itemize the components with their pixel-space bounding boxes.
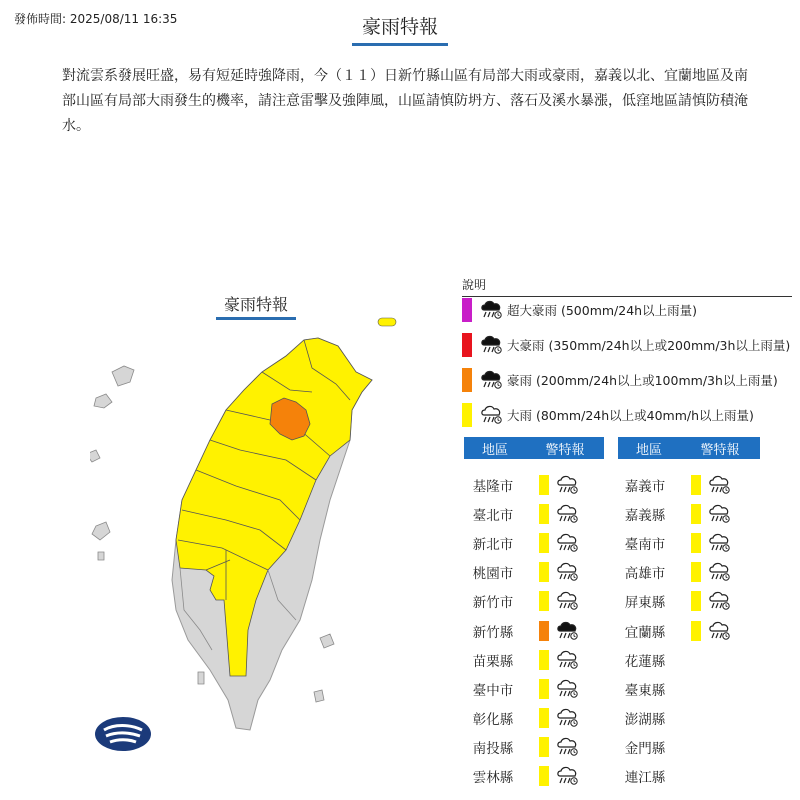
legend-item [462, 298, 697, 322]
legend-color-swatch [462, 368, 472, 392]
warning-color-swatch [539, 766, 549, 786]
table-header-right [618, 437, 760, 459]
region-name: 臺東縣 [624, 682, 666, 699]
region-row [614, 587, 731, 616]
cwa-logo-icon [94, 716, 152, 752]
warning-color-swatch [691, 562, 701, 582]
cloud-rain-icon [555, 532, 579, 554]
legend-item [462, 368, 778, 392]
region-name: 新北市 [472, 536, 514, 553]
cloud-rain-icon [555, 678, 579, 700]
region-row [462, 499, 579, 528]
legend-label: 大豪雨 (350mm/24h以上或200mm/3h以上雨量) [507, 338, 791, 353]
warning-color-swatch [539, 650, 549, 670]
warning-color-swatch [691, 504, 701, 524]
warning-color-swatch [539, 591, 549, 611]
region-row [614, 645, 731, 674]
region-name: 臺南市 [624, 536, 666, 553]
cloud-rain-icon [707, 532, 731, 554]
legend-heading: 說明 [462, 276, 792, 297]
region-row [462, 470, 579, 499]
cloud-rain-icon [707, 503, 731, 525]
warning-color-swatch [539, 679, 549, 699]
region-name: 新竹市 [472, 595, 514, 612]
region-name: 嘉義縣 [624, 507, 666, 524]
cloud-rain-icon [555, 474, 579, 496]
cloud-rain-icon [707, 474, 731, 496]
cloud-rain-icon [555, 590, 579, 612]
cloud-rain-icon [555, 561, 579, 583]
region-row [462, 558, 579, 587]
cloud-rain-icon [479, 404, 503, 426]
cloud-heavy-rain-icon [479, 334, 503, 356]
warning-color-swatch [691, 475, 701, 495]
region-list-left [462, 470, 579, 791]
legend-color-swatch [462, 403, 472, 427]
cloud-rain-icon [707, 590, 731, 612]
cloud-rain-icon [555, 532, 579, 554]
region-row [614, 616, 731, 645]
region-name: 彰化縣 [472, 712, 514, 729]
cloud-heavy-rain-icon [555, 620, 579, 642]
cloud-rain-icon [707, 532, 731, 554]
cloud-rain-icon [555, 765, 579, 787]
legend-label: 超大豪雨 (500mm/24h以上雨量) [507, 303, 697, 318]
cloud-heavy-rain-icon [479, 369, 503, 391]
region-name: 嘉義市 [624, 478, 666, 495]
cloud-rain-icon [555, 736, 579, 758]
map-title: 豪雨特報 [216, 292, 296, 320]
region-row [614, 674, 731, 703]
cloud-heavy-rain-icon [479, 334, 503, 356]
region-row [462, 528, 579, 557]
region-name: 臺中市 [472, 682, 514, 699]
cloud-heavy-rain-icon [479, 299, 503, 321]
cloud-rain-icon [555, 736, 579, 758]
legend-color-swatch [462, 298, 472, 322]
cloud-rain-icon [555, 765, 579, 787]
region-name: 屏東縣 [624, 595, 666, 612]
cloud-rain-icon [555, 649, 579, 671]
region-row [614, 704, 731, 733]
region-name: 基隆市 [472, 478, 514, 495]
matsu-island [378, 318, 396, 326]
region-row [462, 762, 579, 791]
legend-color-swatch [462, 333, 472, 357]
region-name: 澎湖縣 [624, 712, 666, 729]
page-title: 豪雨特報 [352, 12, 448, 46]
region-row [462, 704, 579, 733]
region-list-right [614, 470, 731, 791]
warning-color-swatch [539, 621, 549, 641]
cloud-rain-icon [555, 561, 579, 583]
cloud-rain-icon [555, 707, 579, 729]
taiwan-warning-map [90, 310, 400, 760]
region-row [614, 470, 731, 499]
region-name: 高雄市 [624, 566, 666, 583]
cloud-rain-icon [555, 590, 579, 612]
warning-description: 對流雲系發展旺盛，易有短延時強降雨，今（１１）日新竹縣山區有局部大雨或豪雨，嘉義以北、宜蘭地區及南部山區有局部大雨發生的機率，請注意雷擊及強陣風，山區請慎防坍方、落石及溪水暴漲，低窪地區請慎防積淹水。 [62, 68, 748, 134]
region-row [462, 587, 579, 616]
cloud-rain-icon [707, 474, 731, 496]
cloud-rain-icon [479, 404, 503, 426]
region-name: 連江縣 [624, 770, 666, 787]
cloud-heavy-rain-icon [479, 369, 503, 391]
cloud-rain-icon [707, 620, 731, 642]
cloud-rain-icon [555, 503, 579, 525]
legend-item [462, 333, 790, 357]
legend-label: 豪雨 (200mm/24h以上或100mm/3h以上雨量) [507, 373, 778, 388]
cloud-rain-icon [555, 707, 579, 729]
cloud-rain-icon [555, 649, 579, 671]
region-row [462, 616, 579, 645]
legend-label: 大雨 (80mm/24h以上或40mm/h以上雨量) [507, 408, 754, 423]
cloud-rain-icon [555, 678, 579, 700]
region-name: 花蓮縣 [624, 653, 666, 670]
region-name: 宜蘭縣 [624, 624, 666, 641]
region-name: 臺北市 [472, 507, 514, 524]
cloud-rain-icon [555, 503, 579, 525]
cloud-heavy-rain-icon [555, 620, 579, 642]
col-warning-label: 警特報 [545, 442, 585, 458]
col-region-label: 地區 [481, 442, 508, 458]
issue-time: 發佈時間: 2025/08/11 16:35 [14, 12, 178, 26]
table-header-left [464, 437, 604, 459]
warning-color-swatch [691, 591, 701, 611]
region-row [462, 645, 579, 674]
region-row [614, 558, 731, 587]
region-name: 新竹縣 [472, 624, 514, 641]
region-name: 南投縣 [472, 741, 514, 758]
warning-color-swatch [691, 621, 701, 641]
region-row [614, 528, 731, 557]
region-row [614, 733, 731, 762]
region-row [614, 499, 731, 528]
region-row [614, 762, 731, 791]
cloud-rain-icon [707, 561, 731, 583]
region-row [462, 733, 579, 762]
warning-color-swatch [539, 737, 549, 757]
cloud-heavy-rain-icon [479, 299, 503, 321]
region-name: 雲林縣 [472, 770, 514, 787]
cloud-rain-icon [707, 590, 731, 612]
warning-color-swatch [539, 475, 549, 495]
col-region-label: 地區 [635, 442, 662, 458]
warning-color-swatch [691, 533, 701, 553]
col-warning-label: 警特報 [700, 442, 740, 458]
cloud-rain-icon [707, 503, 731, 525]
cloud-rain-icon [707, 561, 731, 583]
warning-color-swatch [539, 533, 549, 553]
cloud-rain-icon [555, 474, 579, 496]
region-name: 桃園市 [472, 566, 514, 583]
region-name: 金門縣 [624, 741, 666, 758]
region-row [462, 674, 579, 703]
legend-item [462, 403, 754, 427]
cloud-rain-icon [707, 620, 731, 642]
region-name: 苗栗縣 [472, 653, 514, 670]
warning-color-swatch [539, 562, 549, 582]
warning-color-swatch [539, 504, 549, 524]
warning-color-swatch [539, 708, 549, 728]
